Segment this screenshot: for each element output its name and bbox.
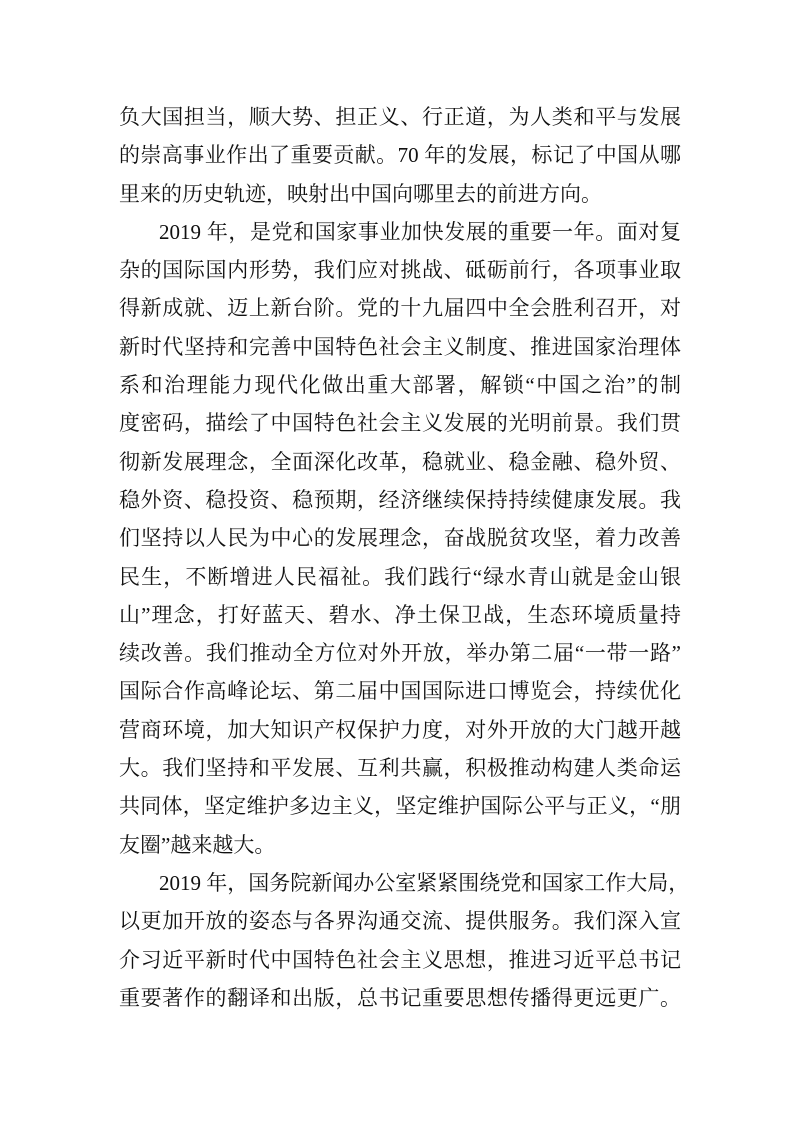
text-line: 彻新发展理念，全面深化改革，稳就业、稳金融、稳外贸、 [119,449,681,474]
text-line: 民生，不断增进人民福祉。我们践行“绿水青山就是金山银 [119,564,681,589]
text-line: 介习近平新时代中国特色社会主义思想，推进习近平总书记 [119,947,681,972]
document-body [119,98,690,1017]
text-line: 共同体，坚定维护多边主义，坚定维护国际公平与正义，“朋 [119,794,681,819]
text-line: 们坚持以人民为中心的发展理念，奋战脱贫攻坚，着力改善 [119,526,681,551]
text-line: 大。我们坚持和平发展、互利共赢，积极推动构建人类命运 [119,756,681,781]
text-line: 友圈”越来越大。 [119,832,276,857]
text-line: 得新成就、迈上新台阶。党的十九届四中全会胜利召开，对 [119,296,681,321]
text-line: 系和治理能力现代化做出重大部署，解锁“中国之治”的制 [119,373,681,398]
text-line: 山”理念，打好蓝天、碧水、净土保卫战，生态环境质量持 [119,602,681,627]
paragraph-start-line: 2019 年，国务院新闻办公室紧紧围绕党和国家工作大局， [159,870,690,895]
text-line: 续改善。我们推动全方位对外开放，举办第二届“一带一路” [119,641,681,666]
text-line: 的崇高事业作出了重要贡献。70 年的发展，标记了中国从哪 [119,143,681,168]
text-line: 以更加开放的姿态与各界沟通交流、提供服务。我们深入宣 [119,909,681,934]
text-line: 稳外资、稳投资、稳预期，经济继续保持持续健康发展。我 [119,487,681,512]
paragraph-start-line: 2019 年，是党和国家事业加快发展的重要一年。面对复 [159,219,681,244]
text-line: 度密码，描绘了中国特色社会主义发展的光明前景。我们贯 [119,411,681,436]
text-line: 国际合作高峰论坛、第二届中国国际进口博览会，持续优化 [119,679,681,704]
text-line: 里来的历史轨迹，映射出中国向哪里去的前进方向。 [119,181,602,206]
text-line: 新时代坚持和完善中国特色社会主义制度、推进国家治理体 [119,334,681,359]
text-line: 营商环境，加大知识产权保护力度，对外开放的大门越开越 [119,717,681,742]
text-line: 重要著作的翻译和出版，总书记重要思想传播得更远更广。 [119,985,681,1010]
text-line: 杂的国际国内形势，我们应对挑战、砥砺前行，各项事业取 [119,258,681,283]
text-line: 负大国担当，顺大势、担正义、行正道，为人类和平与发展 [119,105,681,129]
